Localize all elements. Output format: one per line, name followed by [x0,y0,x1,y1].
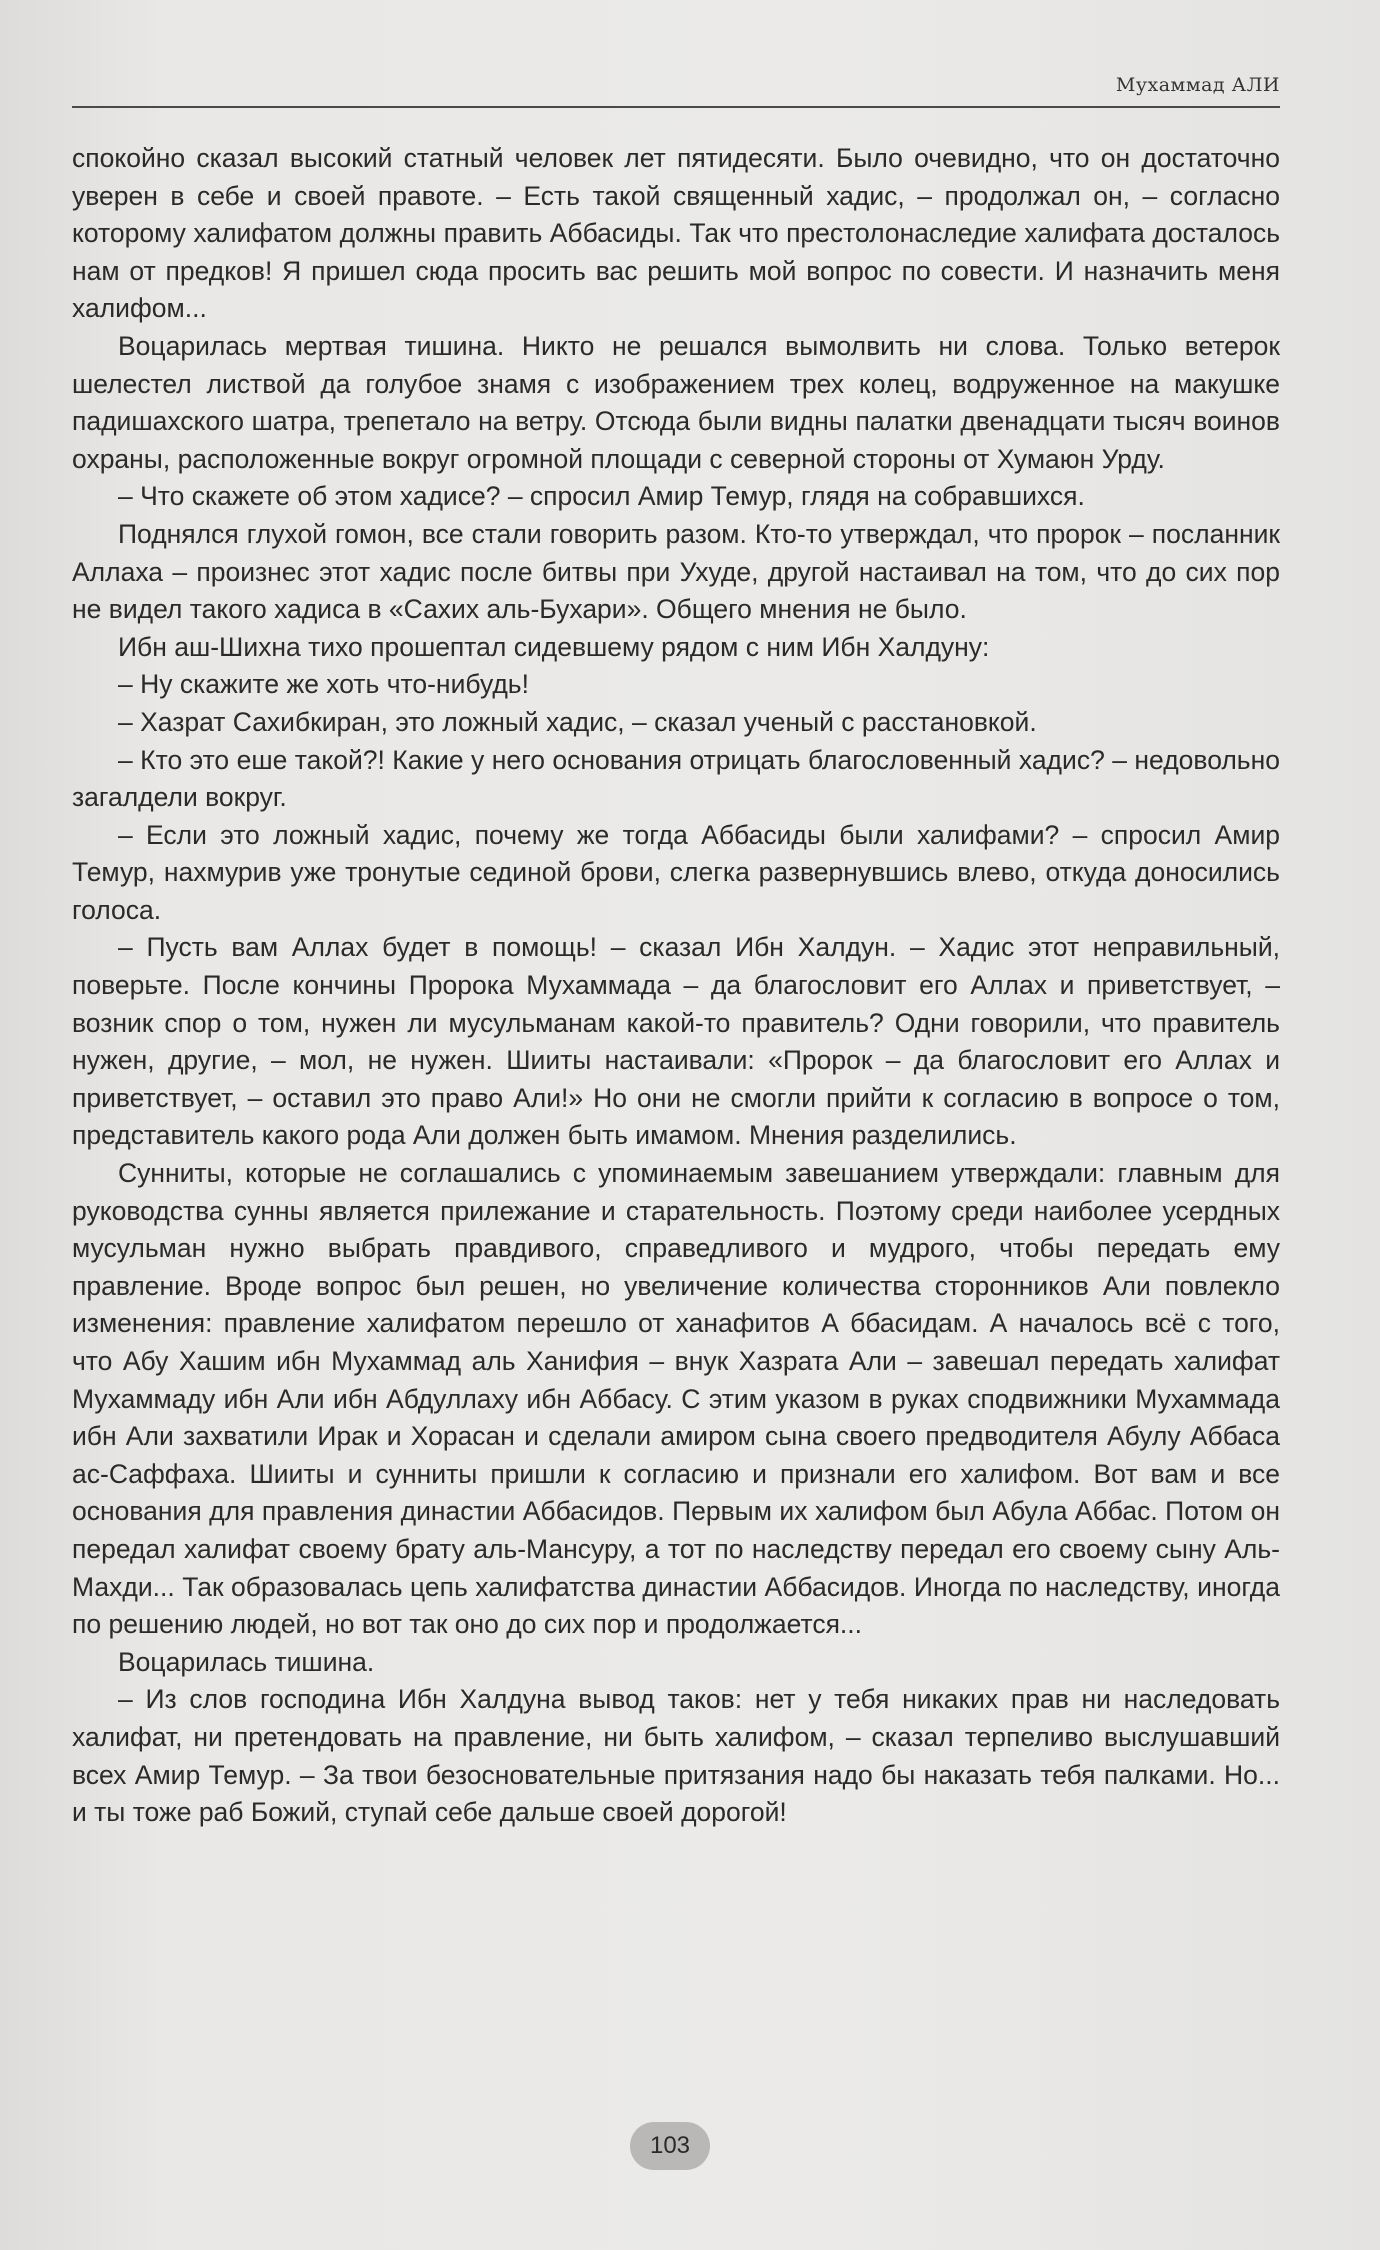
paragraph: Ибн аш-Шихна тихо прошептал сидевшему рядом с ним Ибн Халдуну: [118,631,990,662]
paragraph: Поднялся глухой гомон, все стали говорить разом. Кто-то утверждал, что пророк – посланник Аллаха – произнес этот хадис после битвы при Ухуде, другой настаивал на том, что до сих пор не видел такого хадиса в «Сахих аль-Бухари». Общего мнения не было. [72,518,1280,625]
paragraph: – Хазрат Сахибкиран, это ложный хадис, – сказал ученый с расстановкой. [118,706,1037,737]
paragraph: – Из слов господина Ибн Халдуна вывод таков: нет у тебя никаких прав ни наследовать халифат, ни претендовать на правление, ни быть халифом, – сказал терпеливо выслушавший всех Амир Темур. – За твои безосновательные притязания надо бы наказать тебя палками. Но... и ты тоже раб Божий, ступай себе дальше своей дорогой! [72,1684,1280,1828]
paragraph: – Кто это еше такой?! Какие у него основания отрицать благословенный хадис? – недовольно загалдели вокруг. [72,744,1280,813]
running-head [72,70,1280,108]
paragraph: – Пусть вам Аллах будет в помощь! – сказал Ибн Халдун. – Хадис этот неправильный, поверьте. После кончины Пророка Мухаммада – да благословит его Аллах и приветствует, – возник спор о том, нужен ли мусульманам какой-то правитель? Одни говорили, что правитель нужен, другие, – мол, не нужен. Шииты настаивали: «Пророк – да благословит его Аллах и приветствует, – оставил это право Али!» Но они не смогли прийти к согласию в вопросе о том, представитель какого рода Али должен быть имамом. Мнения разделились. [72,932,1280,1151]
running-head-author: Мухаммад АЛИ [1115,74,1280,96]
paragraph: Воцарилась мертвая тишина. Никто не решался вымолвить ни слова. Только ветерок шелестел листвой да голубое знамя с изображением трех колец, водруженное на макушке падишахского шатра, трепетало на ветру. Отсюда были видны палатки двенадцати тысяч воинов охраны, расположенные вокруг огромной площади с северной стороны от Хумаюн Урду. [72,330,1280,474]
paragraph: – Если это ложный хадис, почему же тогда Аббасиды были халифами? – спросил Амир Темур, нахмурив уже тронутые сединой брови, слегка развернувшись влево, откуда доносились голоса. [72,819,1280,925]
paragraph: – Ну скажите же хоть что-нибудь! [118,669,529,700]
paragraph: Воцарилась тишина. [118,1646,375,1677]
page-number: 103 [630,2122,710,2170]
paragraph: спокойно сказал высокий статный человек лет пятидесяти. Было очевидно, что он достаточно уверен в себе и своей правоте. – Есть такой священный хадис, – продолжал он, – согласно которому халифатом должны править Аббасиды. Так что престолонаследие халифата досталось нам от предков! Я пришел сюда просить вас решить мой вопрос по совести. И назначить меня халифом... [72,143,1280,324]
paragraph: Сунниты, которые не соглашались с упоминаемым завешанием утверждали: главным для руководства сунны является прилежание и старательность. Поэтому среди наиболее усердных мусульман нужно выбрать правдивого, справедливого и мудрого, чтобы передать ему правление. Вроде вопрос был решен, но увеличение количества сторонников Али повлекло изменения: правление халифатом перешло от ханафитов А ббасидам. А началось всё с того, что Абу Хашим ибн Мухаммад аль Ханифия – внук Хазрата Али – завешал передать халифат Мухаммаду ибн Али ибн Абдуллаху ибн Аббасу. С этим указом в руках сподвижники Мухаммада ибн Али захватили Ирак и Хорасан и сделали амиром сына своего предводителя Абулу Аббаса ас-Саффаха. Шииты и сунниты пришли к согласию и признали его халифом. Вот вам и все основания для правления династии Аббасидов. Первым их халифом был Абула Аббас. Потом он передал халифат своему брату аль-Мансуру, а тот по наследству передал его своему сыну Аль-Махди... Так образовалась цепь халифатства династии Аббасидов. Иногда по наследству, иногда по решению людей, но вот так оно до сих пор и продолжается... [72,1158,1280,1640]
paragraph: – Что скажете об этом хадисе? – спросил Амир Темур, глядя на собравшихся. [118,481,1085,512]
body-text [72,140,1280,1832]
page-number-badge [626,2118,714,2174]
